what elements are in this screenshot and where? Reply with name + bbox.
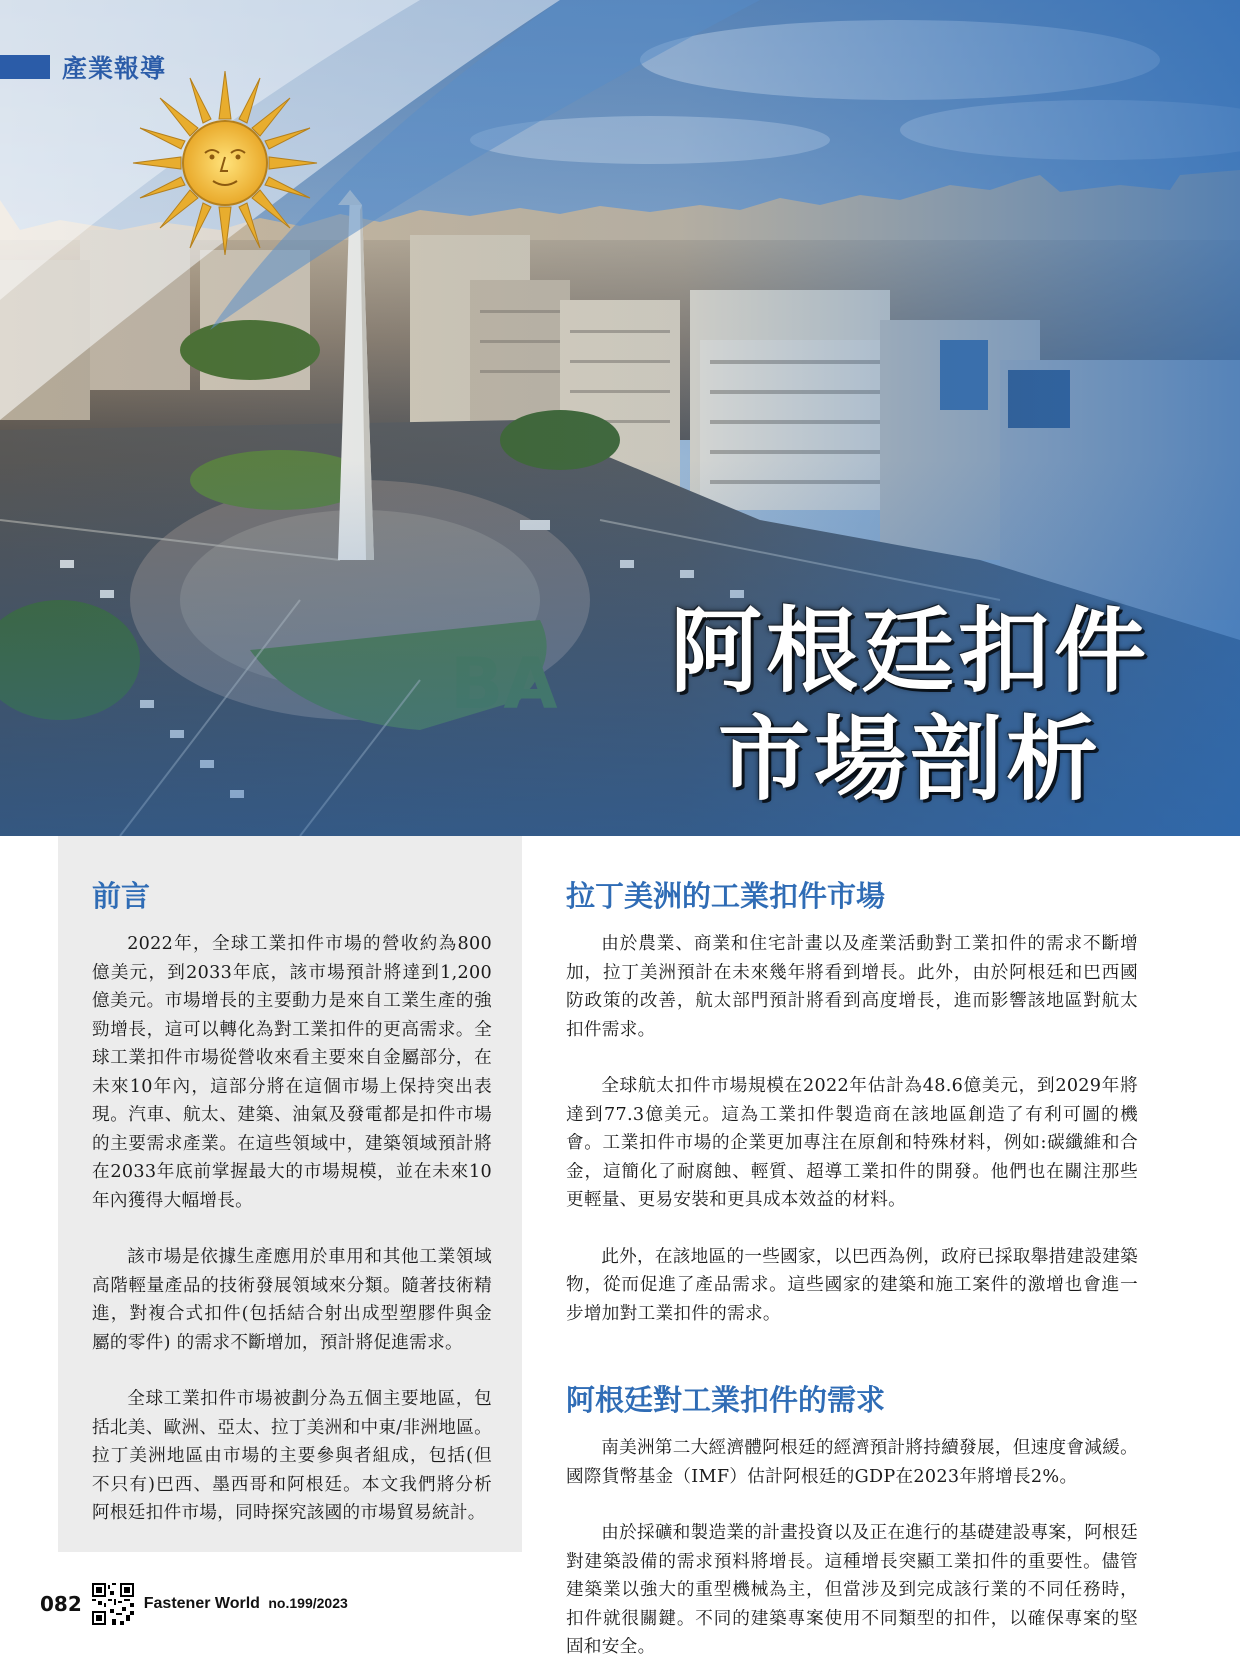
section-tag — [0, 52, 166, 82]
latin-america-paragraph-1: 由於農業、商業和住宅計畫以及產業活動對工業扣件的需求不斷增加，拉丁美洲預計在未來幾年將看到增長。此外，由於阿根廷和巴西國防政策的改善，航太部門預計將看到高度增長，進而影響該地區對航太扣件需求。 — [566, 934, 1138, 1040]
magazine-credit — [144, 1595, 348, 1613]
intro-paragraph-1: 2022年，全球工業扣件市場的營收約為800億美元，到2033年底，該市場預計將達到1,200億美元。市場增長的主要動力是來自工業生產的強勁增長，這可以轉化為對工業扣件的更高需求。全球工業扣件市場從營收來看主要來自金屬部分，在未來10年內，這部分將在這個市場上保持突出表現。汽車、航太、建築、油氣及發電都是扣件市場的主要需求產業。在這些領域中，建築領域預計將在2033年底前掌握最大的市場規模，並在未來10年內獲得大幅增長。 — [92, 934, 492, 1211]
intro-paragraph-2: 該市場是依據生產應用於車用和其他工業領域高階輕量產品的技術發展領域來分類。隨著技術精進，對複合式扣件(包括結合射出成型塑膠件與金屬的零件) 的需求不斷增加，預計將促進需求。 — [92, 1247, 492, 1353]
latin-america-paragraph-2: 全球航太扣件市場規模在2022年估計為48.6億美元，到2029年將達到77.3億美元。這為工業扣件製造商在該地區創造了有利可圖的機會。工業扣件市場的企業更加專注在原創和特殊材料，例如:碳纖維和合金，這簡化了耐腐蝕、輕質、超導工業扣件的開發。他們也在關注那些更輕量、更易安裝和更具成本效益的材料。 — [566, 1076, 1138, 1210]
section-tag-bar — [0, 55, 50, 79]
intro-paragraph-3: 全球工業扣件市場被劃分為五個主要地區，包括北美、歐洲、亞太、拉丁美洲和中東/非洲地區。拉丁美洲地區由市場的主要參與者組成，包括(但不只有)巴西、墨西哥和阿根廷。本文我們將分析阿根廷扣件市場，同時探究該國的市場貿易統計。 — [92, 1389, 492, 1523]
title-line-1: 阿根廷扣件 — [669, 598, 1150, 705]
latin-america-paragraph-3: 此外，在該地區的一些國家，以巴西為例，政府已採取舉措建設建築物，從而促進了產品需求。這些國家的建築和施工案件的激增也會進一步增加對工業扣件的需求。 — [566, 1246, 1139, 1324]
title-line-2: 市場剖析 — [717, 706, 1102, 813]
issue-number: no.199/2023 — [268, 1595, 348, 1611]
sun-of-may-emblem — [130, 68, 320, 258]
intro-heading: 前言 — [92, 879, 151, 913]
page-number: 082 — [40, 1592, 82, 1616]
magazine-name: Fastener World — [143, 1595, 260, 1612]
qr-code-icon[interactable] — [92, 1583, 134, 1625]
page-footer — [40, 1582, 348, 1626]
page-title — [600, 598, 1220, 814]
section-tag-label: 產業報導 — [62, 54, 167, 83]
right-column — [566, 876, 1138, 1662]
argentina-demand-paragraph-2: 由於採礦和製造業的計畫投資以及正在進行的基礎建設專案，阿根廷對建築設備的需求預料將增長。這種增長突顯工業扣件的重要性。儘管建築業以強大的重型機械為主，但當涉及到完成該行業的不同任務時，扣件就很關鍵。不同的建築專案使用不同類型的扣件，以確保專案的堅固和安全。 — [566, 1523, 1139, 1657]
argentina-demand-paragraph-1: 南美洲第二大經濟體阿根廷的經濟預計將持續發展，但速度會減緩。國際貨幣基金（IMF）估計阿根廷的GDP在2023年將增長2%。 — [566, 1438, 1139, 1487]
latin-america-heading: 拉丁美洲的工業扣件市場 — [566, 879, 886, 913]
left-column — [92, 876, 492, 1528]
argentina-demand-heading: 阿根廷對工業扣件的需求 — [566, 1383, 886, 1417]
